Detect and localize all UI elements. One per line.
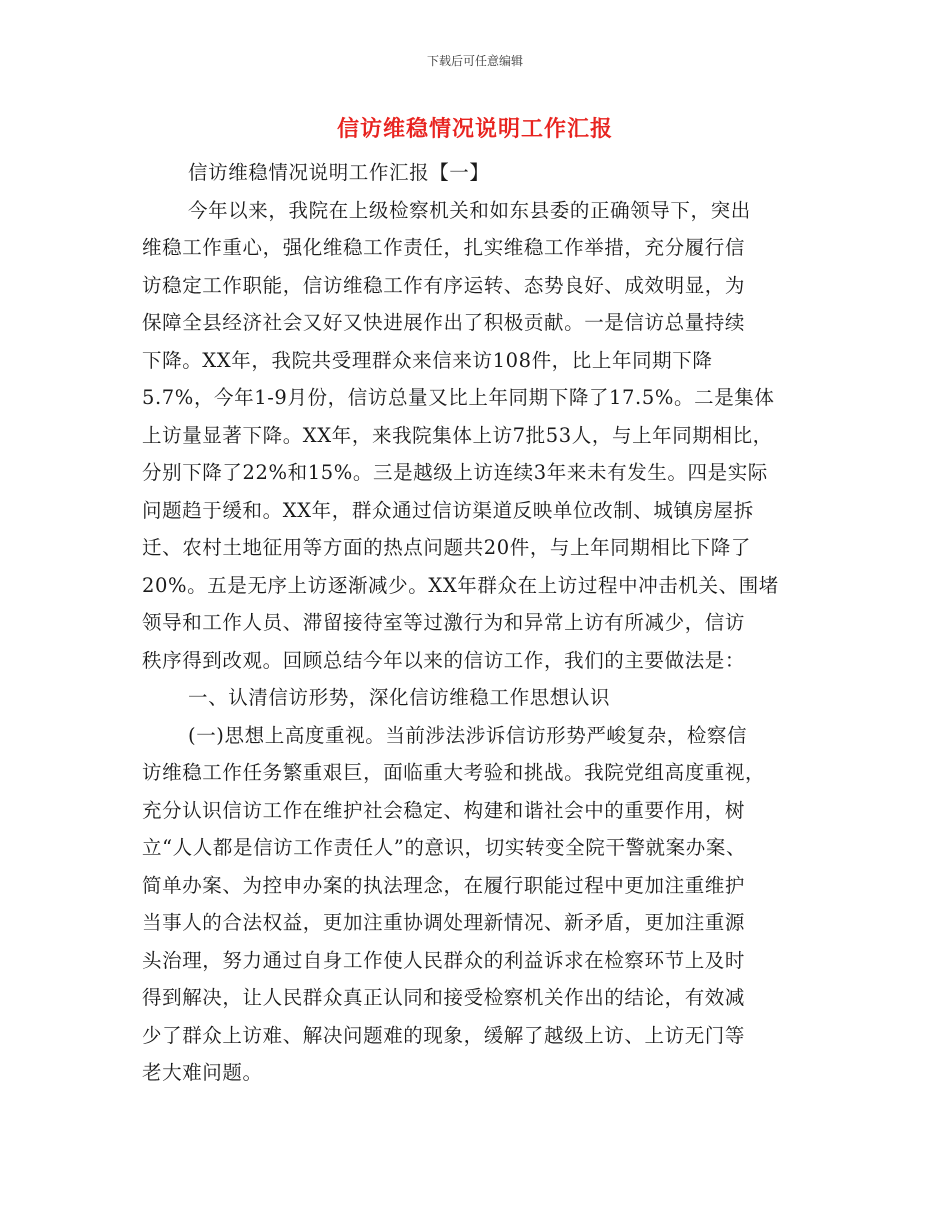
text-line: 分别下降了22%和15%。三是越级上访连续3年来未有发生。四是实际 [142,461,768,484]
text-line: 少了群众上访难、解决问题难的现象，缓解了越级上访、上访无门等 [142,1023,746,1047]
text-line: 一、认清信访形势，深化信访维稳工作思想认识 [188,686,611,709]
text-line: 上访量显著下降。XX年，来我院集体上访7批53人，与上年同期相比， [142,423,773,447]
text-line: 保障全县经济社会又好又快进展作出了积极贡献。一是信访总量持续 [142,311,746,334]
text-line: 20%。五是无序上访逐渐减少。XX年群众在上访过程中冲击机关、围堵 [142,573,779,597]
text-line: 5.7%，今年1-9月份，信访总量又比上年同期下降了17.5%。二是集体 [142,386,775,409]
text-line: 当事人的合法权益，更加注重协调处理新情况、新矛盾，更加注重源 [142,911,746,934]
text-line: 老大难问题。 [142,1061,263,1084]
text-line: 简单办案、为控申办案的执法理念，在履行职能过程中更加注重维护 [142,873,746,897]
text-line: 信访维稳情况说明工作汇报【一】 [188,161,490,184]
text-line: 今年以来，我院在上级检察机关和如东县委的正确领导下，突出 [188,198,751,222]
text-line: 头治理，努力通过自身工作使人民群众的利益诉求在检察环节上及时 [142,948,746,972]
text-line: (一)思想上高度重视。当前涉法涉诉信访形势严峻复杂，检察信 [188,723,748,747]
text-line: 领导和工作人员、滞留接待室等过激行为和异常上访有所减少，信访 [142,611,746,634]
header-note: 下载后可任意编辑 [426,54,523,68]
document-body [142,154,812,1092]
text-line: 维稳工作重心，强化维稳工作责任，扎实维稳工作举措，充分履行信 [142,236,746,259]
text-line: 立“人人都是信访工作责任人”的意识，切实转变全院干警就案办案、 [142,836,747,859]
text-line: 充分认识信访工作在维护社会稳定、构建和谐社会中的重要作用，树 [142,798,746,822]
text-line: 访维稳工作任务繁重艰巨，面临重大考验和挑战。我院党组高度重视， [142,761,766,784]
document-title: 信访维稳情况说明工作汇报 [336,117,613,142]
text-line: 迁、农村土地征用等方面的热点问题共20件，与上年同期相比下降了 [142,536,751,559]
text-line: 得到解决，让人民群众真正认同和接受检察机关作出的结论，有效减 [142,986,746,1009]
text-line: 问题趋于缓和。XX年，群众通过信访渠道反映单位改制、城镇房屋拆 [142,498,754,522]
text-line: 访稳定工作职能，信访维稳工作有序运转、态势良好、成效明显，为 [142,273,746,297]
text-line: 秩序得到改观。回顾总结今年以来的信访工作，我们的主要做法是： [142,648,746,672]
text-line: 下降。XX年，我院共受理群众来信来访108件，比上年同期下降 [142,348,713,372]
